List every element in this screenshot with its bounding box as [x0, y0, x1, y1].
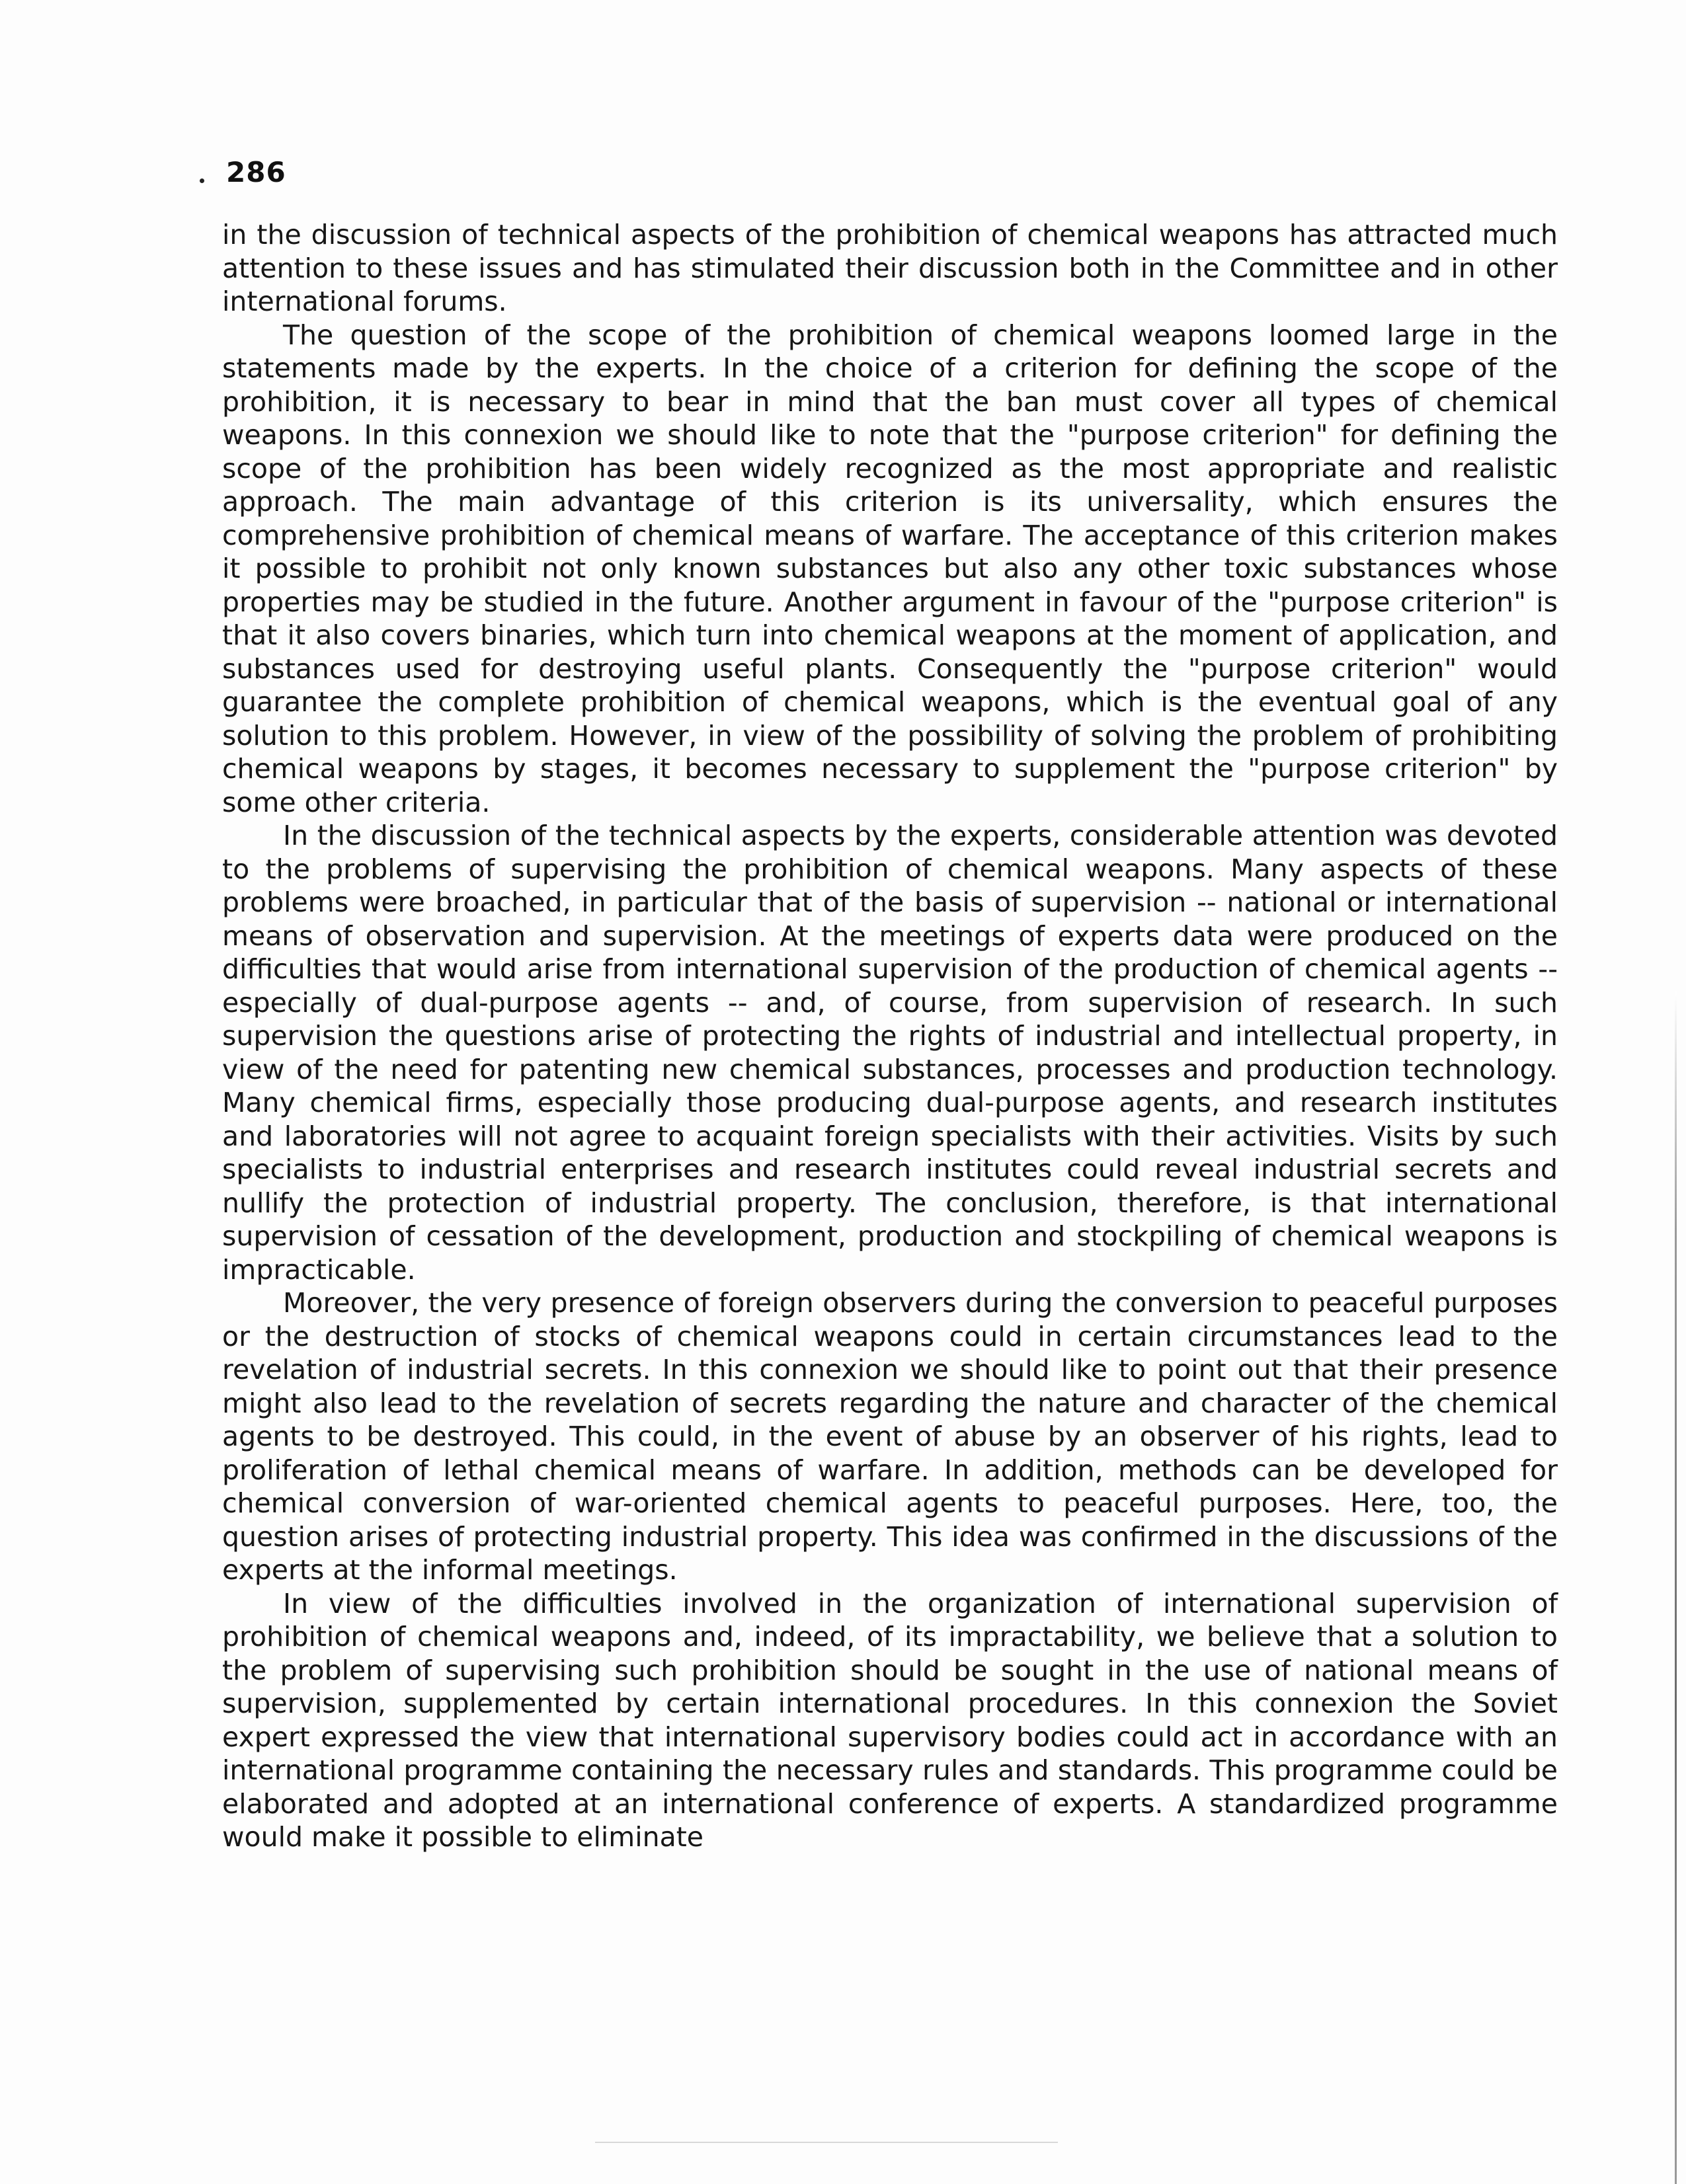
paragraph-supervision: In the discussion of the technical aspects by the experts, considerable attention was devoted to the problems of supervising the prohibition of chemical weapons. Many aspects of these problems were broached, in particular that of the basis of supervision -- national or international means of observation and supervision. At the meetings of experts data were produced on the difficulties that would arise from international supervision of the production of chemical agents -- especially of dual-purpose agents -- and, of course, from supervision of research. In such supervision the questions arise of protecting the rights of industrial and intellectual property, in view of the need for patenting new chemical substances, processes and production technology. Many chemical firms, especially those producing dual-purpose agents, and research institutes and laboratories will not agree to acquaint foreign specialists with their activities. Visits by such specialists to industrial enterprises and research institutes could reveal industrial secrets and nullify the protection of industrial property. The conclusion, therefore, is that international supervision of cessation of the development, production and stockpiling of chemical weapons is impracticable.: [222, 820, 1558, 1286]
page-number: 286: [226, 156, 286, 188]
paragraph-national-means: In view of the difficulties involved in the organization of international supervision of prohibition of chemical weapons and, indeed, of its impractability, we believe that a solution to the problem of supervising such prohibition should be sought in the use of national means of supervision, supplemented by certain international procedures. In this connexion the Soviet expert expressed the view that international supervisory bodies could act in accordance with an international programme containing the necessary rules and standards. This programme could be elaborated and adopted at an international conference of experts. A standardized programme would make it possible to eliminate: [222, 1587, 1558, 1853]
paragraph-continuation: in the discussion of technical aspects of the prohibition of chemical weapons has attracted much attention to these issues and has stimulated their discussion both in the Committee and in other international forums.: [222, 219, 1558, 317]
paragraph-scope: The question of the scope of the prohibition of chemical weapons loomed large in the statements made by the experts. In the choice of a criterion for defining the scope of the prohibition, it is necessary to bear in mind that the ban must cover all types of chemical weapons. In this connexion we should like to note that the "purpose criterion" for defining the scope of the prohibition has been widely recognized as the most appropriate and realistic approach. The main advantage of this criterion is its universality, which ensures the comprehensive prohibition of chemical means of warfare. The acceptance of this criterion makes it possible to prohibit not only known substances but also any other toxic substances whose properties may be studied in the future. Another argument in favour of the "purpose criterion" is that it also covers binaries, which turn into chemical weapons at the moment of application, and substances used for destroying useful plants. Consequently the "purpose criterion" would guarantee the complete prohibition of chemical weapons, which is the eventual goal of any solution to this problem. However, in view of the possibility of solving the problem of prohibiting chemical weapons by stages, it becomes necessary to supplement the "purpose criterion" by some other criteria.: [222, 319, 1558, 818]
body-text: [222, 218, 1558, 1854]
scan-artifact-line: [595, 2142, 1058, 2143]
paragraph-observers: Moreover, the very presence of foreign observers during the conversion to peaceful purposes or the destruction of stocks of chemical weapons could in certain circumstances lead to the revelation of industrial secrets. In this connexion we should like to point out that their presence might also lead to the revelation of secrets regarding the nature and character of the chemical agents to be destroyed. This could, in the event of abuse by an observer of his rights, lead to proliferation of lethal chemical means of warfare. In addition, methods can be developed for chemical conversion of war-oriented chemical agents to peaceful purposes. Here, too, the question arises of protecting industrial property. This idea was confirmed in the discussions of the experts at the informal meetings.: [222, 1287, 1558, 1586]
scan-mark: [200, 178, 204, 183]
page-edge-shadow: [1675, 992, 1677, 2184]
